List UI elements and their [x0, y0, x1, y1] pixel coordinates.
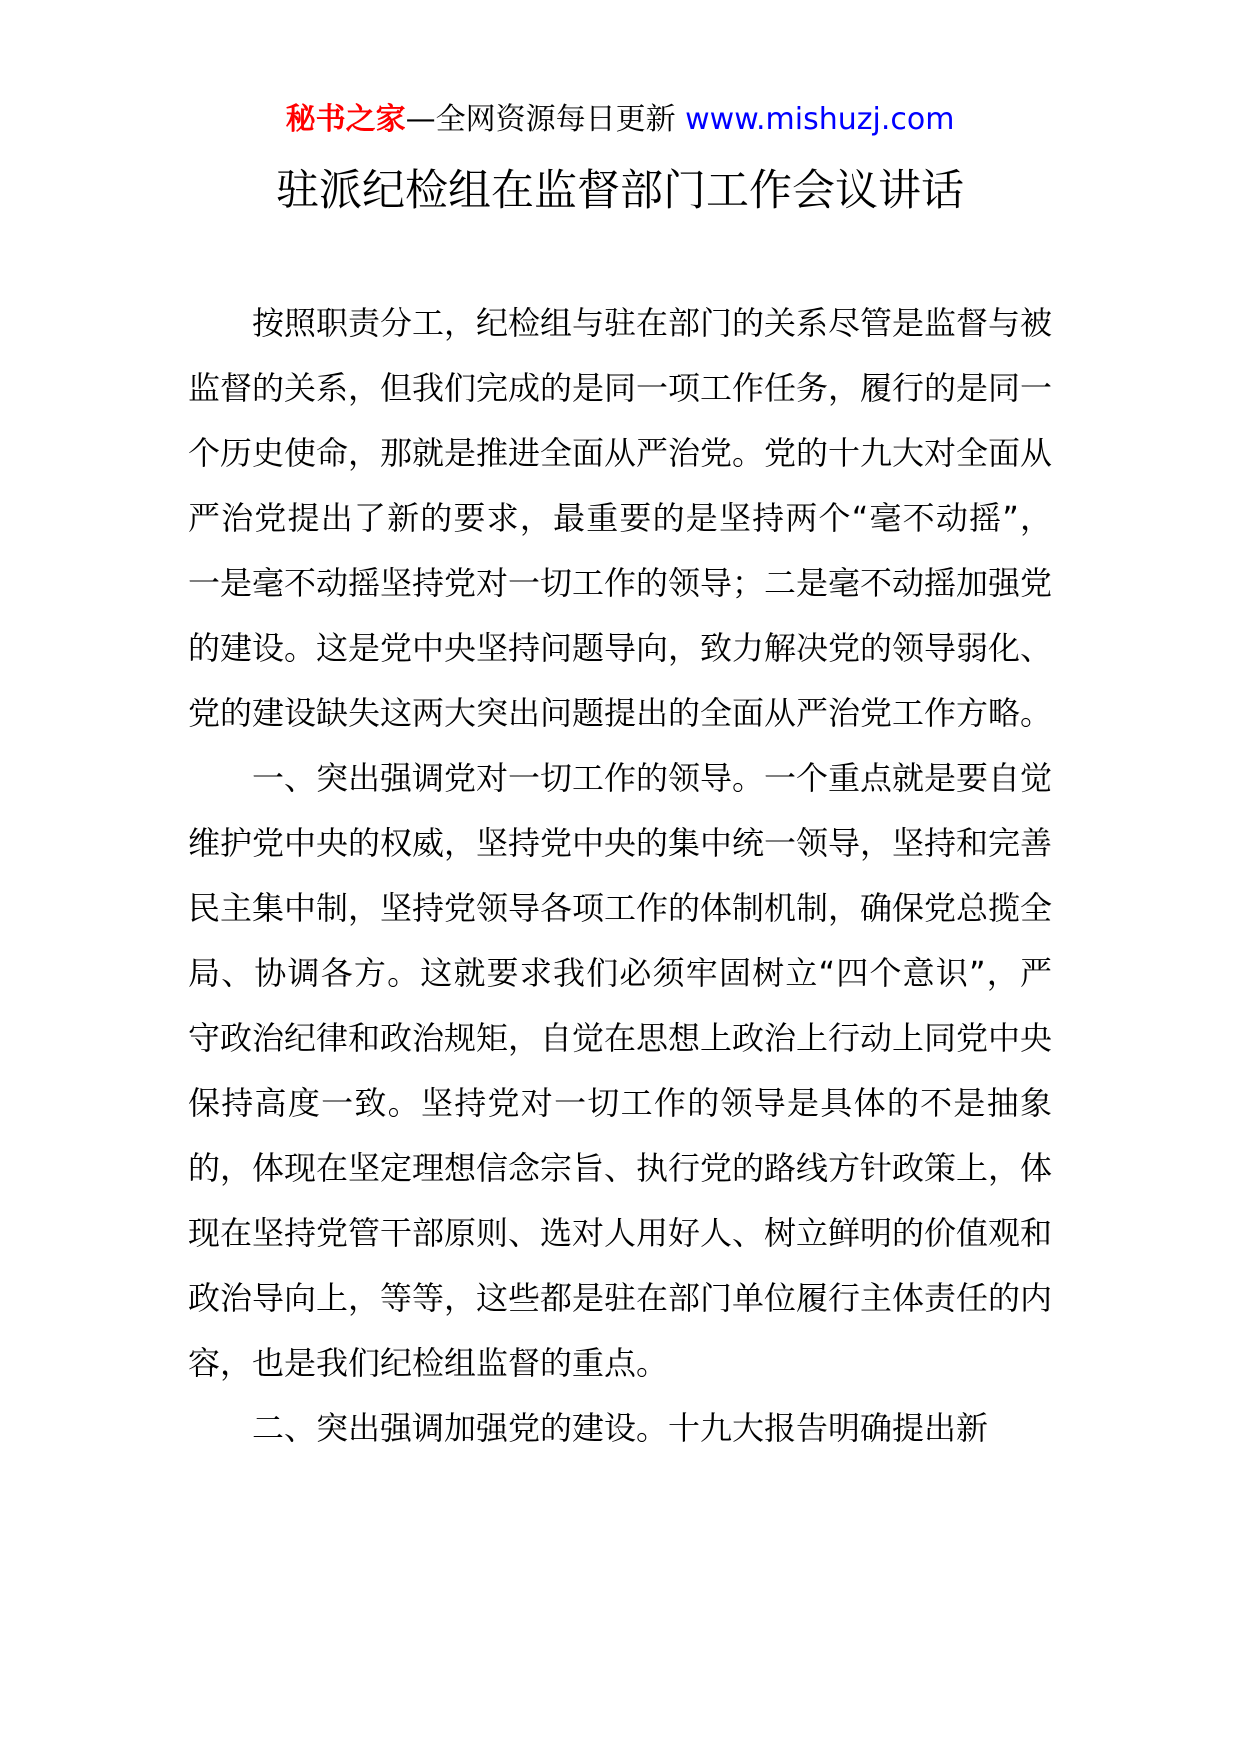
paragraph-section-one: 一、突出强调党对一切工作的领导。一个重点就是要自觉维护党中央的权威，坚持党中央的集中统一领导，坚持和完善民主集中制，坚持党领导各项工作的体制机制，确保党总揽全局、协调各方。这就要求我们必须牢固树立“四个意识”，严守政治纪律和政治规矩，自觉在思想上政治上行动上同党中央保持高度一致。坚持党对一切工作的领导是具体的不是抽象的，体现在坚定理想信念宗旨、执行党的路线方针政策上，体现在坚持党管干部原则、选对人用好人、树立鲜明的价值观和政治导向上，等等，这些都是驻在部门单位履行主体责任的内容，也是我们纪检组监督的重点。: [188, 759, 1053, 1382]
header-tagline: —全网资源每日更新: [405, 102, 676, 137]
document-body: [188, 291, 1052, 1461]
site-url-link[interactable]: www.mishuzj.com: [685, 102, 955, 137]
paragraph-section-two: 二、突出强调加强党的建设。十九大报告明确提出新: [252, 1409, 989, 1447]
site-header: [0, 100, 1240, 140]
document-title: 驻派纪检组在监督部门工作会议讲话: [276, 166, 964, 216]
paragraph-intro: 按照职责分工，纪检组与驻在部门的关系尽管是监督与被监督的关系，但我们完成的是同一项工作任务，履行的是同一个历史使命，那就是推进全面从严治党。党的十九大对全面从严治党提出了新的要求，最重要的是坚持两个“毫不动摇”，一是毫不动摇坚持党对一切工作的领导；二是毫不动摇加强党的建设。这是党中央坚持问题导向，致力解决党的领导弱化、党的建设缺失这两大突出问题提出的全面从严治党工作方略。: [188, 304, 1053, 732]
brand-name: 秘书之家: [285, 102, 406, 137]
